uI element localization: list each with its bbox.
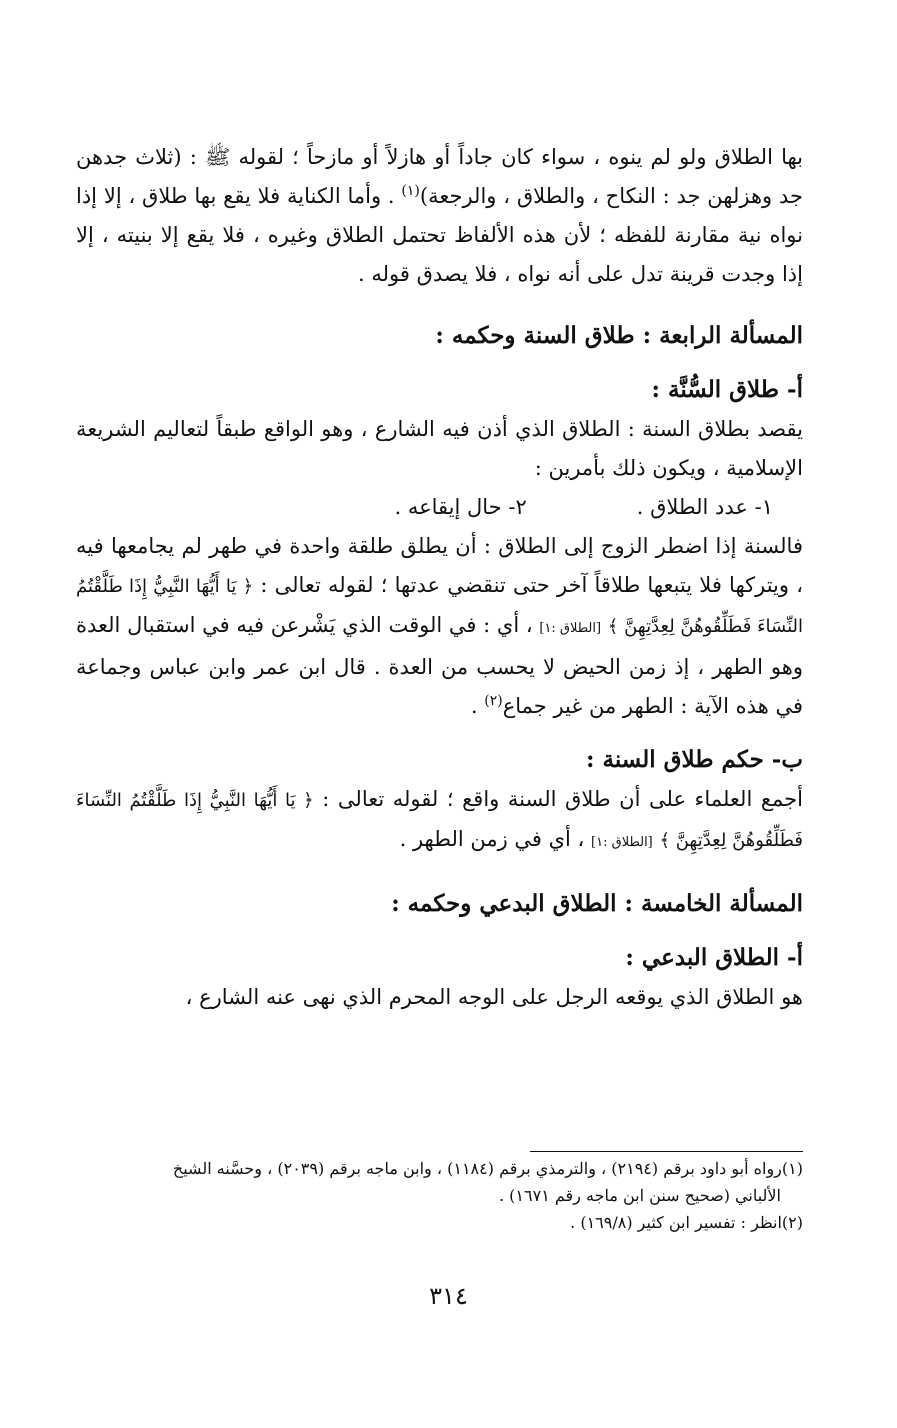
sunnah-text-a: فالسنة إذا اضطر الزوج إلى الطلاق : أن يطلق طلقة واحدة في طهر لم يجامعها فيه ، ويتركها فلا يتبعها طلاقاً آخر حتى تنقضي عدتها ؛ لقوله تعالى : (76, 534, 803, 597)
list-item: ٢- حال إيقاعه . (394, 495, 527, 519)
bidah-definition: هو الطلاق الذي يوقعه الرجل على الوجه المحرم الذي نهى عنه الشارع ، (185, 985, 803, 1009)
subheading-sunnah-ruling: ب- حكم طلاق السنة : (585, 746, 803, 773)
sunnah-text-end: . (470, 694, 485, 718)
intro-text: بها الطلاق ولو لم ينوه ، سواء كان جاداً أو هازلاً أو مازحاً ؛ لقوله ﷺ : (ثلاث جدهن جد وهزلهن جد : النكاح ، والطلاق ، والرجعة) (76, 145, 803, 208)
footnotes (76, 1155, 803, 1236)
intro-rest-text: . وأما الكناية فلا يقع بها طلاق ، إلا إذا نواه نية مقارنة للفظه ؛ لأن هذه الألفاظ تحتمل الطلاق وغيره ، فلا يقع إلا بنيته ، إلا إذا وجدت قرينة تدل على أنه نواه ، فلا يصدق قوله . (76, 184, 803, 286)
heading-issue-4: المسألة الرابعة : طلاق السنة وحكمه : (435, 322, 803, 349)
intro-paragraph (76, 138, 803, 294)
list-item: ١- عدد الطلاق . (636, 495, 773, 519)
footnote-1: (١)رواه أبو داود برقم (٢١٩٤) ، والترمذي برقم (١١٨٤) ، وابن ماجه برقم (٢٠٣٩) ، وحسَّنه الشيخ (172, 1159, 803, 1178)
footnote-ref-2[interactable]: (٢) (484, 693, 503, 709)
sunnah-text-b: ، أي : في الوقت الذي يَشْرعن فيه في استقبال العدة وهو الطهر ، إذ زمن الحيض لا يحسب من العدة . قال ابن عمر وابن عباس وجماعة في هذه الآية : الطهر من غير جماع (76, 613, 803, 718)
footnote-ref-1[interactable]: (١) (401, 183, 420, 199)
quran-verse: ﴿ يَا أَيُّهَا النَّبِيُّ إِذَا طَلَّقْتُمُ النِّسَاءَ فَطَلِّقُوهُنَّ لِعِدَّتِهِنَّ ﴾ (76, 576, 804, 637)
quran-verse: ﴿ يَا أَيُّهَا النَّبِيُّ إِذَا طَلَّقْتُمُ النِّسَاءَ فَطَلِّقُوهُنَّ لِعِدَّتِهِنَّ ﴾ (76, 790, 803, 851)
page-number: ٣١٤ (429, 1282, 468, 1310)
subheading-bidah-divorce: أ- الطلاق البدعي : (625, 944, 803, 971)
verse-reference: [الطلاق :١] (591, 835, 653, 850)
conditions-list (76, 488, 803, 527)
page-body (76, 138, 803, 1017)
ruling-paragraph (76, 780, 803, 862)
footnote-1-continued: الألباني (صحيح سنن ابن ماجه رقم ١٦٧١) . (499, 1186, 781, 1205)
ruling-text-a: أجمع العلماء على أن طلاق السنة واقع ؛ لقوله تعالى : (322, 787, 803, 811)
subheading-sunnah-divorce: أ- طلاق السُّنَّة : (651, 376, 803, 403)
heading-issue-5: المسألة الخامسة : الطلاق البدعي وحكمه : (391, 890, 803, 917)
sunnah-definition: يقصد بطلاق السنة : الطلاق الذي أذن فيه الشارع ، وهو الواقع طبقاً لتعاليم الشريعة الإسلامية ، ويكون ذلك بأمرين : (76, 417, 803, 480)
footnote-divider (530, 1151, 803, 1152)
ruling-text-b: ، أي في زمن الطهر . (399, 827, 585, 851)
verse-reference: [الطلاق :١] (539, 621, 602, 636)
sunnah-paragraph (76, 527, 803, 726)
footnote-2: (٢)انظر : تفسير ابن كثير (١٦٩/٨) . (570, 1213, 803, 1232)
